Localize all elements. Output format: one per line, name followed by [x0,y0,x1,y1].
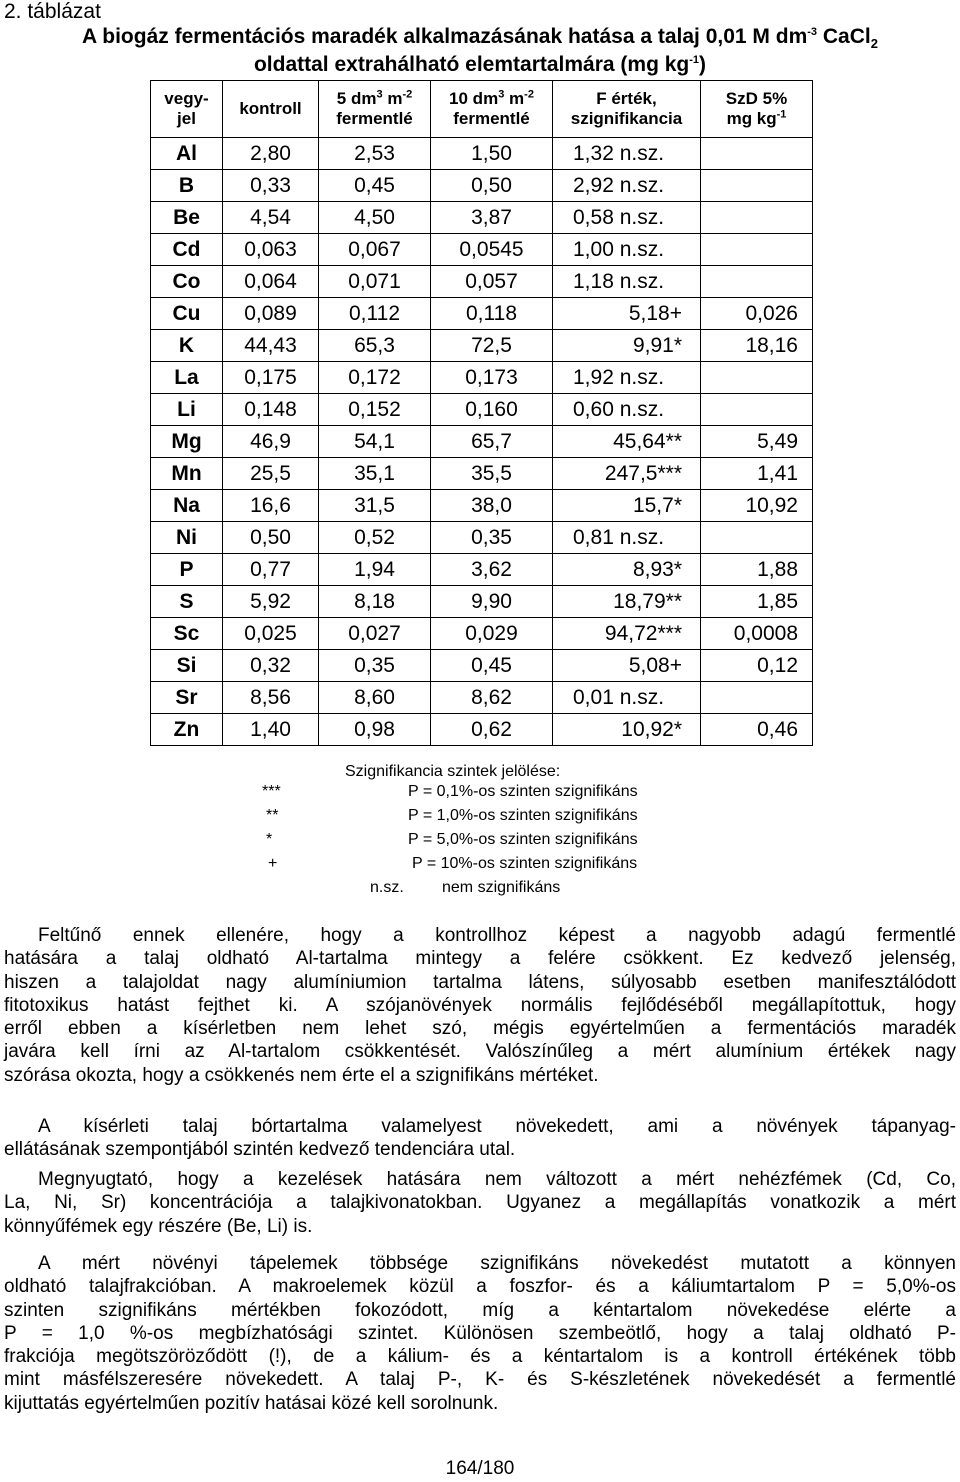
paragraph-1 [4,924,956,1087]
cell-f-value: 2,92 n.sz. [553,170,701,202]
cell-control: 16,6 [223,490,319,522]
table-row [151,298,813,330]
cell-f-value: 45,64** [553,426,701,458]
cell-control: 1,40 [223,714,319,746]
cell-lsd: 1,88 [701,554,813,586]
legend-symbol: n.sz. [370,879,404,896]
cell-symbol: Na [151,490,223,522]
cell-10dm: 0,45 [431,650,553,682]
page-number: 164/180 [445,1458,515,1479]
cell-control: 46,9 [223,426,319,458]
cell-5dm: 0,52 [319,522,431,554]
cell-f-value: 0,60 n.sz. [553,394,701,426]
cell-symbol: K [151,330,223,362]
text-line: A kísérleti talaj bórtartalma valamelyest növekedett, ami a növények tápanyag- [38,1116,956,1137]
table-label: 2. táblázat [4,0,101,23]
table-row [151,618,813,650]
cell-lsd: 1,85 [701,586,813,618]
cell-symbol: Be [151,202,223,234]
cell-f-value: 5,08+ [553,650,701,682]
cell-lsd: 5,49 [701,426,813,458]
cell-lsd: 0,12 [701,650,813,682]
paragraph-4 [4,1252,956,1415]
cell-lsd [701,266,813,298]
table-row [151,586,813,618]
cell-10dm: 8,62 [431,682,553,714]
cell-lsd: 18,16 [701,330,813,362]
cell-lsd [701,682,813,714]
cell-symbol: Si [151,650,223,682]
text-line: hatására a talaj oldható Al-tartalma mintegy a felére csökkent. Ez kedvező jelenség, [4,948,956,970]
cell-lsd: 1,41 [701,458,813,490]
cell-lsd [701,362,813,394]
text-line: szórása okozta, hogy a csökkenés nem érte el a szignifikáns mértéket. [4,1064,599,1086]
cell-10dm: 3,62 [431,554,553,586]
cell-lsd [701,234,813,266]
cell-5dm: 35,1 [319,458,431,490]
cell-5dm: 1,94 [319,554,431,586]
cell-5dm: 2,53 [319,138,431,170]
paragraph-3 [4,1168,956,1238]
table-row [151,330,813,362]
cell-10dm: 38,0 [431,490,553,522]
text-line: mint másfélszeresére növekedett. A talaj P-, K- és S-készletének növekedését a fermentlé [4,1369,956,1391]
table-row [151,394,813,426]
cell-lsd [701,202,813,234]
table-row [151,714,813,746]
table-row [151,490,813,522]
legend-text: P = 5,0%-os szinten szignifikáns [408,831,638,848]
cell-lsd: 0,0008 [701,618,813,650]
cell-10dm: 1,50 [431,138,553,170]
text-line: javára kell írni az Al-tartalom csökkentését. Valószínűleg a mért alumínium értékek nagy [4,1041,956,1063]
cell-f-value: 1,92 n.sz. [553,362,701,394]
cell-symbol: Zn [151,714,223,746]
cell-10dm: 0,62 [431,714,553,746]
header-f-value: F érték, szignifikancia [553,81,701,138]
text-line: fitotoxikus hatást fejthet ki. A szójanövények normális fejlődéséből megállapítottuk, hogy [4,994,956,1016]
text-line: hiszen a talajoldat nagy alumíniumion tartalma látens, súlyosabb esetben manifesztálódott [4,971,956,993]
table-row [151,266,813,298]
cell-symbol: Li [151,394,223,426]
cell-symbol: Cd [151,234,223,266]
header-10dm: 10 $dm^3$ $m^{-2}$ fermentlé [431,81,553,138]
text-line: ellátásának szempontjából szintén kedvező tendenciára utal. [4,1139,516,1161]
text-line: P = 1,0 %-os megbízhatósági szintet. Különösen szembeötlő, hogy a talaj oldható P- [4,1322,956,1344]
table-row [151,682,813,714]
cell-f-value: 10,92* [553,714,701,746]
cell-control: 0,063 [223,234,319,266]
cell-symbol: Sc [151,618,223,650]
cell-f-value: 18,79** [553,586,701,618]
cell-f-value: 1,32 n.sz. [553,138,701,170]
legend-title: Szignifikancia szintek jelölése: [345,763,561,780]
cell-f-value: 1,18 n.sz. [553,266,701,298]
cell-control: 0,175 [223,362,319,394]
cell-10dm: 72,5 [431,330,553,362]
legend-symbol: + [268,855,278,872]
cell-10dm: 0,160 [431,394,553,426]
cell-10dm: 9,90 [431,586,553,618]
header-symbol: vegy- jel [151,81,223,138]
cell-f-value: 9,91* [553,330,701,362]
legend-symbol: *** [262,783,281,800]
cell-symbol: Ni [151,522,223,554]
cell-10dm: 3,87 [431,202,553,234]
cell-symbol: Mg [151,426,223,458]
cell-5dm: 0,35 [319,650,431,682]
table-row [151,554,813,586]
table-row [151,458,813,490]
cell-control: 5,92 [223,586,319,618]
text-line: szinten szignifikáns mértékben fokozódott, míg a kéntartalom növekedése elérte a [4,1299,956,1321]
cell-symbol: Sr [151,682,223,714]
table-row [151,650,813,682]
legend-symbol: ** [266,807,279,824]
paragraph-2 [4,1115,956,1162]
cell-control: 8,56 [223,682,319,714]
cell-5dm: 0,071 [319,266,431,298]
cell-5dm: 0,152 [319,394,431,426]
cell-lsd [701,522,813,554]
cell-symbol: Al [151,138,223,170]
cell-5dm: 4,50 [319,202,431,234]
table-title-line1: A biogáz fermentációs maradék alkalmazásának hatása a talaj 0,01 M $dm^{-3}$ CaCl$_2$ [82,25,878,52]
table-row [151,426,813,458]
cell-5dm: 0,45 [319,170,431,202]
legend-text: P = 10%-os szinten szignifikáns [412,855,638,872]
header-control: kontroll [223,81,319,138]
cell-lsd [701,170,813,202]
cell-10dm: 0,50 [431,170,553,202]
cell-f-value: 0,01 n.sz. [553,682,701,714]
table-row [151,138,813,170]
cell-10dm: 0,35 [431,522,553,554]
cell-control: 25,5 [223,458,319,490]
cell-10dm: 65,7 [431,426,553,458]
cell-lsd: 0,026 [701,298,813,330]
cell-symbol: Mn [151,458,223,490]
cell-f-value: 8,93* [553,554,701,586]
cell-5dm: 8,60 [319,682,431,714]
cell-symbol: Cu [151,298,223,330]
cell-control: 0,025 [223,618,319,650]
cell-5dm: 0,98 [319,714,431,746]
table-row [151,522,813,554]
cell-10dm: 0,029 [431,618,553,650]
text-line: erről ebben a kísérletben nem lehet szó, mégis egyértelműen a fermentációs maradék [4,1018,956,1040]
cell-symbol: P [151,554,223,586]
cell-5dm: 0,172 [319,362,431,394]
cell-symbol: B [151,170,223,202]
data-table [150,80,813,746]
cell-control: 0,32 [223,650,319,682]
cell-5dm: 8,18 [319,586,431,618]
cell-10dm: 0,0545 [431,234,553,266]
legend-text: P = 0,1%-os szinten szignifikáns [408,783,638,800]
header-lsd: SzD 5% mg $kg^{-1}$ [701,81,813,138]
text-line: La, Ni, Sr) koncentrációja a talajkivonatokban. Ugyanez a megállapítás vonatkozik a mért [4,1192,956,1214]
cell-lsd [701,138,813,170]
text-line: frakciója megötszöröződött (!), de a kálium- és a kéntartalom is a kontroll értékének több [4,1346,956,1368]
cell-control: 2,80 [223,138,319,170]
header-5dm: 5 $dm^3$ $m^{-2}$ fermentlé [319,81,431,138]
text-line: könnyűfémek egy részére (Be, Li) is. [4,1215,313,1237]
table-row [151,362,813,394]
cell-control: 0,089 [223,298,319,330]
cell-f-value: 0,81 n.sz. [553,522,701,554]
text-line: Megnyugtató, hogy a kezelések hatására nem változott a mért nehézfémek (Cd, Co, [38,1169,956,1190]
cell-control: 0,50 [223,522,319,554]
cell-10dm: 0,057 [431,266,553,298]
table-title-line2: oldattal extrahálható elemtartalmára (mg $kg^{-1}$) [253,53,707,76]
legend-symbol: * [266,831,273,848]
cell-f-value: 1,00 n.sz. [553,234,701,266]
text-line: oldható talajfrakcióban. A makroelemek közül a foszfor- és a káliumtartalom P = 5,0%-os [4,1276,956,1298]
cell-control: 0,77 [223,554,319,586]
table-row [151,202,813,234]
cell-control: 44,43 [223,330,319,362]
cell-f-value: 94,72*** [553,618,701,650]
cell-f-value: 0,58 n.sz. [553,202,701,234]
cell-10dm: 35,5 [431,458,553,490]
cell-5dm: 0,112 [319,298,431,330]
cell-lsd: 0,46 [701,714,813,746]
table-header-row [151,81,813,138]
cell-control: 4,54 [223,202,319,234]
text-line: Feltűnő ennek ellenére, hogy a kontrollhoz képest a nagyobb adagú fermentlé [38,925,956,946]
cell-lsd [701,394,813,426]
cell-5dm: 65,3 [319,330,431,362]
cell-lsd: 10,92 [701,490,813,522]
text-line: A mért növényi tápelemek többsége szignifikáns növekedést mutatott a könnyen [38,1253,956,1274]
cell-f-value: 15,7* [553,490,701,522]
cell-10dm: 0,173 [431,362,553,394]
cell-symbol: S [151,586,223,618]
cell-f-value: 247,5*** [553,458,701,490]
cell-5dm: 54,1 [319,426,431,458]
cell-control: 0,148 [223,394,319,426]
table-row [151,234,813,266]
cell-control: 0,064 [223,266,319,298]
cell-10dm: 0,118 [431,298,553,330]
table-row [151,170,813,202]
cell-f-value: 5,18+ [553,298,701,330]
legend-text: P = 1,0%-os szinten szignifikáns [408,807,638,824]
cell-5dm: 0,027 [319,618,431,650]
cell-symbol: Co [151,266,223,298]
cell-control: 0,33 [223,170,319,202]
text-line: kijuttatás egyértelműen pozitív hatásai közé kell sorolnunk. [4,1392,499,1414]
cell-symbol: La [151,362,223,394]
legend-text: nem szignifikáns [442,879,561,896]
cell-5dm: 31,5 [319,490,431,522]
cell-5dm: 0,067 [319,234,431,266]
